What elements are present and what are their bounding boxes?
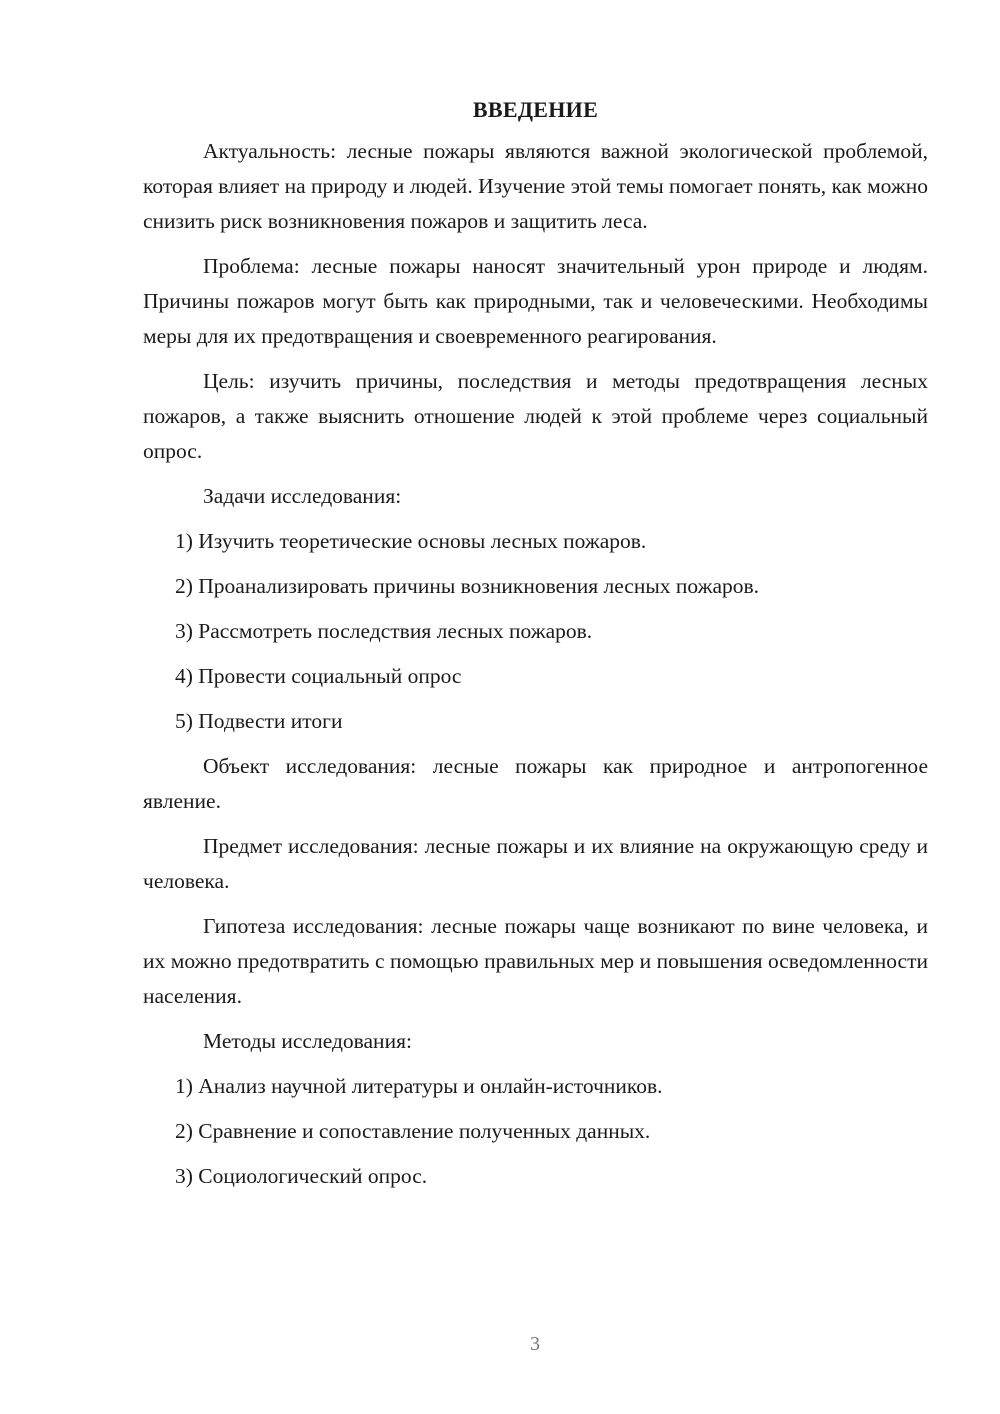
- list-item: 3) Социологический опрос.: [175, 1164, 428, 1188]
- tasks-list: [143, 524, 928, 739]
- page-title: ВВЕДЕНИЕ: [472, 97, 599, 122]
- list-item: 5) Подвести итоги: [175, 709, 343, 733]
- problem-paragraph: Проблема: лесные пожары наносят значительный урон природе и людям. Причины пожаров могут быть как природными, так и человеческими. Необходимы меры для их предотвращения и своевременного реагирования.: [143, 254, 928, 348]
- methods-list: [143, 1069, 928, 1194]
- tasks-label: Задачи исследования:: [203, 484, 402, 508]
- list-item: 2) Проанализировать причины возникновения лесных пожаров.: [175, 574, 760, 598]
- subject-paragraph: Предмет исследования: лесные пожары и их влияние на окружающую среду и человека.: [143, 834, 928, 893]
- methods-label: Методы исследования:: [203, 1029, 412, 1053]
- goal-paragraph: Цель: изучить причины, последствия и методы предотвращения лесных пожаров, а также выяснить отношение людей к этой проблеме через социальный опрос.: [143, 369, 928, 463]
- object-paragraph: Объект исследования: лесные пожары как природное и антропогенное явление.: [143, 754, 928, 813]
- list-item: 2) Сравнение и сопоставление полученных данных.: [175, 1119, 651, 1143]
- page-number: 3: [530, 1333, 540, 1355]
- list-item: 4) Провести социальный опрос: [175, 664, 462, 688]
- list-item: 1) Изучить теоретические основы лесных пожаров.: [175, 529, 647, 553]
- list-item: 3) Рассмотреть последствия лесных пожаров.: [175, 619, 593, 643]
- hypothesis-paragraph: Гипотеза исследования: лесные пожары чаще возникают по вине человека, и их можно предотвратить с помощью правильных мер и повышения осведомленности населения.: [143, 914, 928, 1008]
- relevance-paragraph: Актуальность: лесные пожары являются важной экологической проблемой, которая влияет на природу и людей. Изучение этой темы помогает понять, как можно снизить риск возникновения пожаров и защитить леса.: [143, 139, 928, 233]
- list-item: 1) Анализ научной литературы и онлайн-источников.: [175, 1074, 663, 1098]
- document-page: [143, 92, 928, 1204]
